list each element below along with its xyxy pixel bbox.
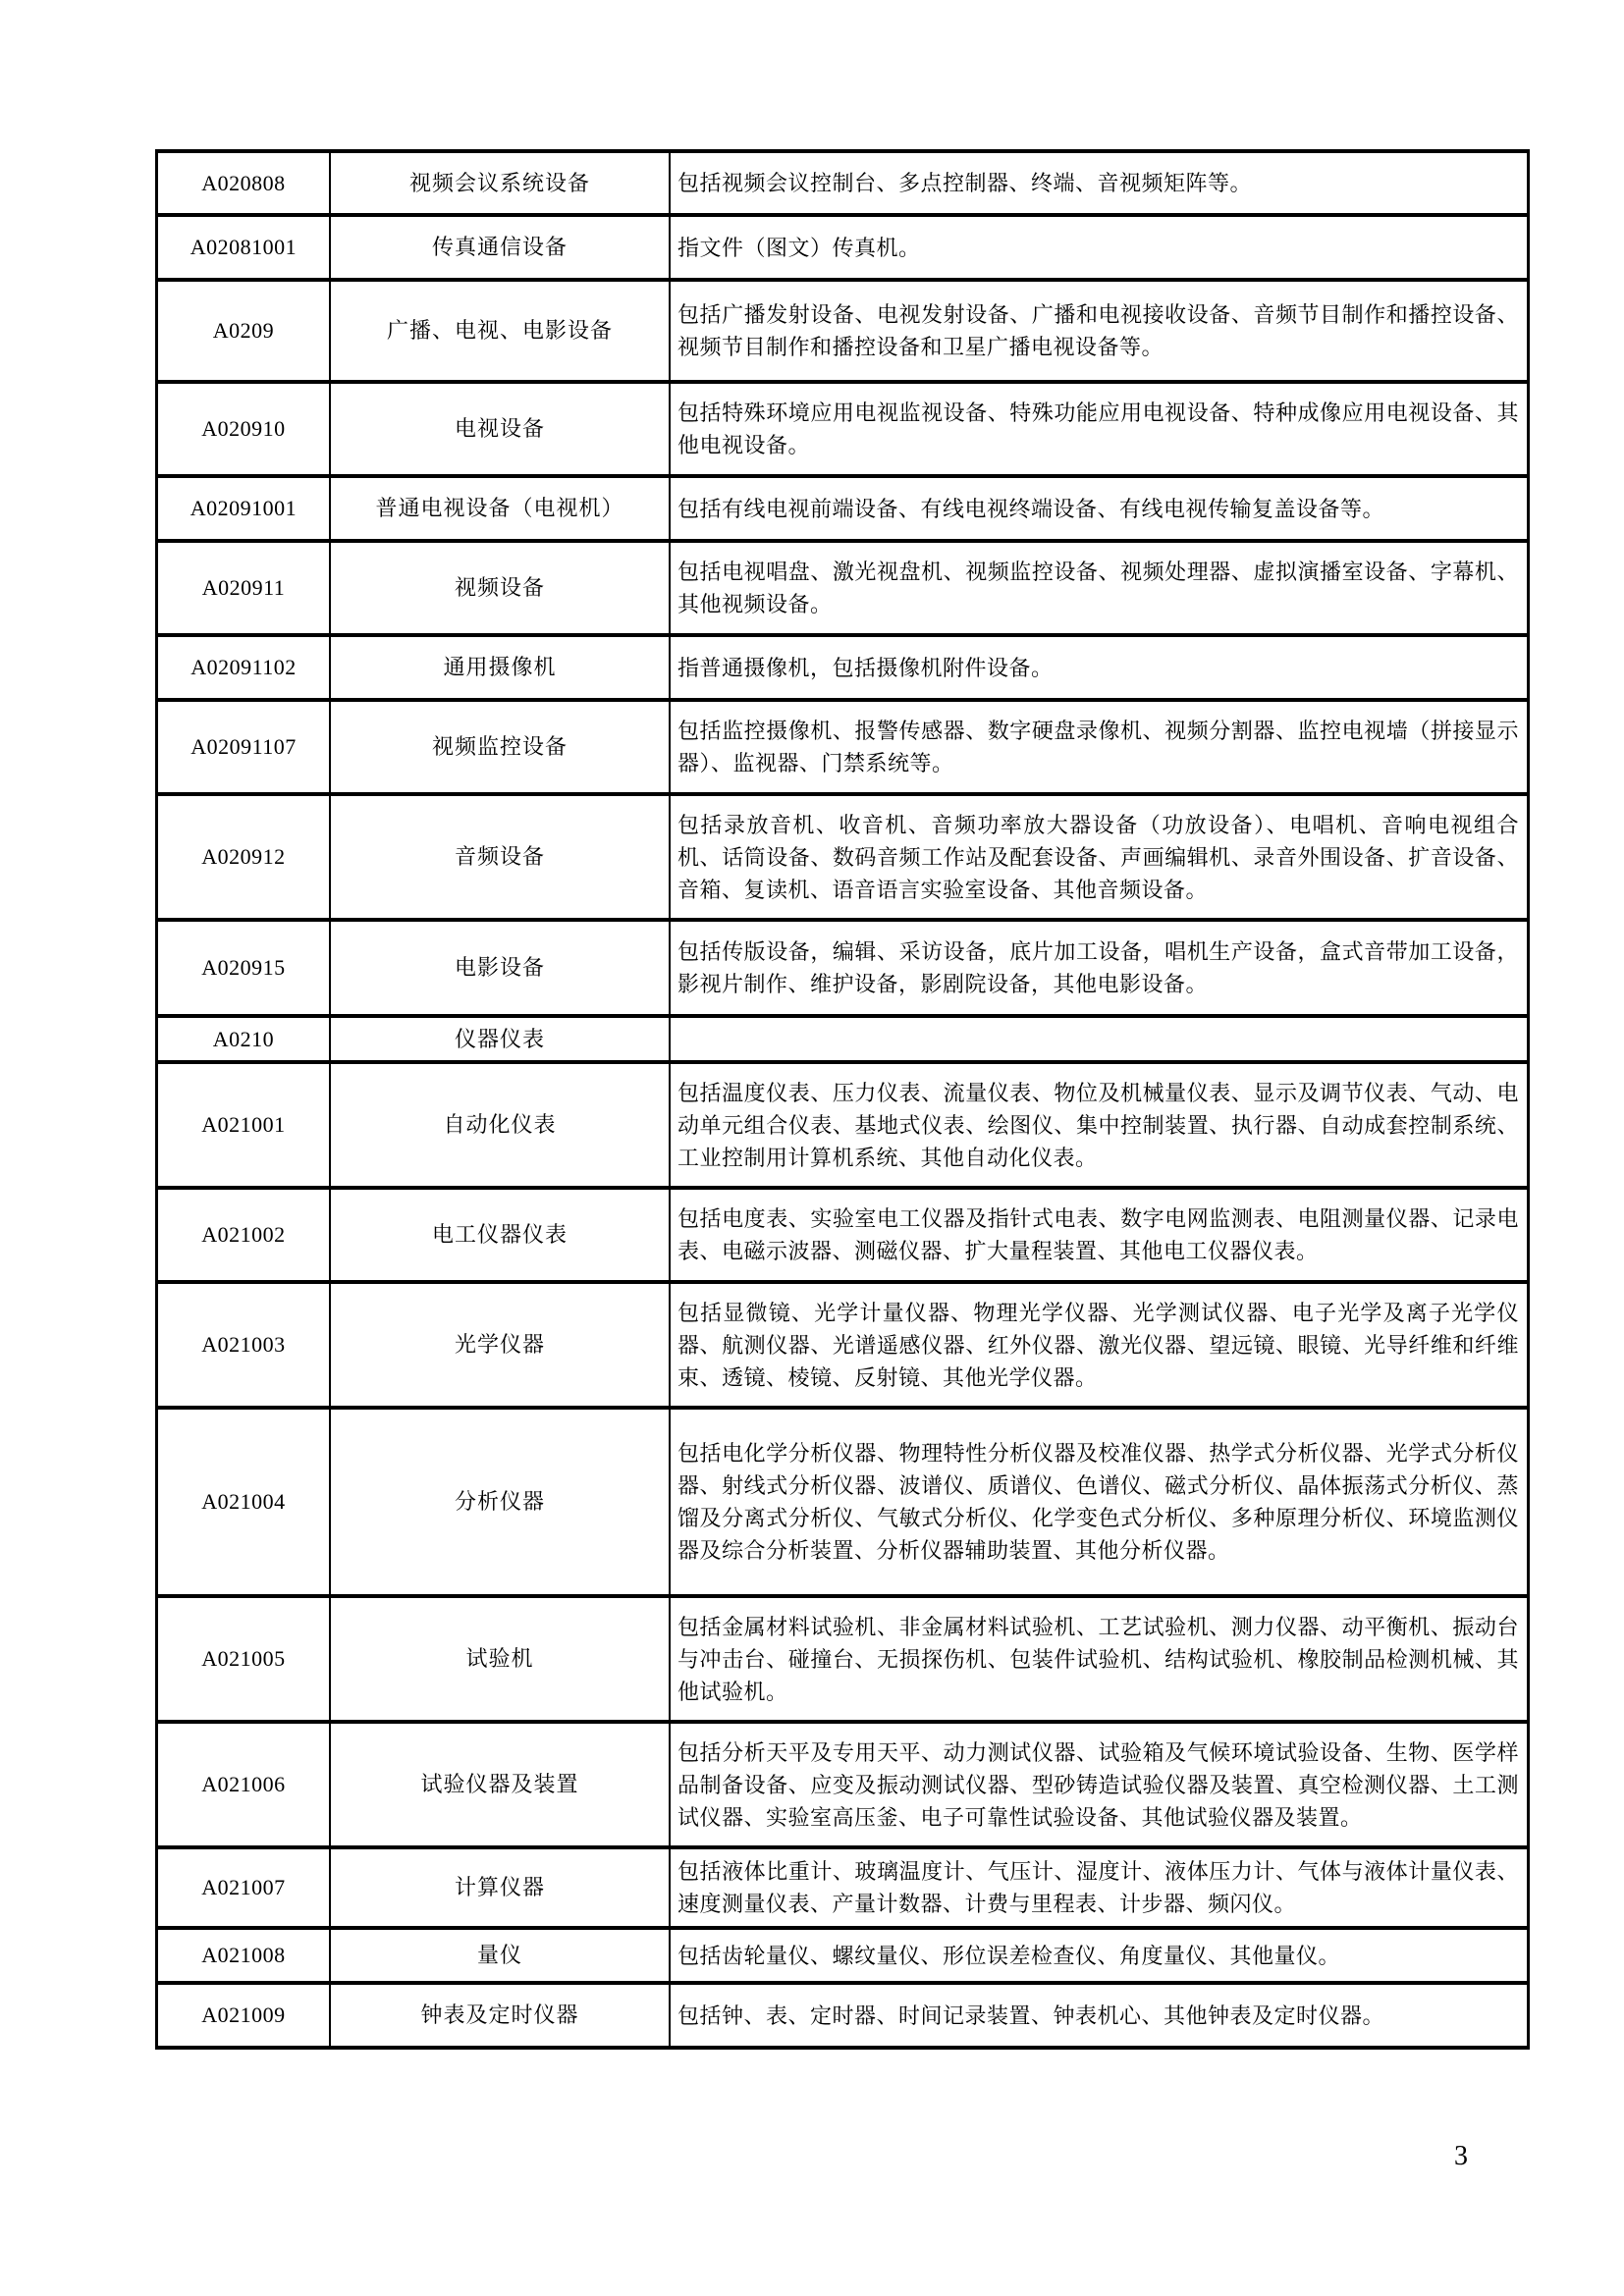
row-name: 试验机: [330, 1596, 670, 1722]
row-code: A02081001: [157, 215, 331, 280]
row-name: 传真通信设备: [330, 215, 670, 280]
row-name: 通用摄像机: [330, 635, 670, 700]
row-description: 包括电视唱盘、激光视盘机、视频监控设备、视频处理器、虚拟演播室设备、字幕机、其他视频设备。: [670, 541, 1529, 635]
row-name: 电影设备: [330, 920, 670, 1016]
table-row: [157, 635, 1529, 700]
table-row: [157, 1596, 1529, 1722]
row-description: 包括温度仪表、压力仪表、流量仪表、物位及机械量仪表、显示及调节仪表、气动、电动单元组合仪表、基地式仪表、绘图仪、集中控制装置、执行器、自动成套控制系统、工业控制用计算机系统、其他自动化仪表。: [670, 1062, 1529, 1188]
row-description: 包括齿轮量仪、螺纹量仪、形位误差检查仪、角度量仪、其他量仪。: [670, 1928, 1529, 1983]
row-name: 光学仪器: [330, 1282, 670, 1408]
row-code: A021005: [157, 1596, 331, 1722]
table-row: [157, 1282, 1529, 1408]
table-row: [157, 700, 1529, 794]
row-code: A020912: [157, 794, 331, 920]
row-name: 试验仪器及装置: [330, 1722, 670, 1847]
row-description: 包括视频会议控制台、多点控制器、终端、音视频矩阵等。: [670, 151, 1529, 215]
row-description: 包括特殊环境应用电视监视设备、特殊功能应用电视设备、特种成像应用电视设备、其他电视设备。: [670, 382, 1529, 476]
row-code: A020915: [157, 920, 331, 1016]
row-code: A020808: [157, 151, 331, 215]
row-description: 包括显微镜、光学计量仪器、物理光学仪器、光学测试仪器、电子光学及离子光学仪器、航测仪器、光谱遥感仪器、红外仪器、激光仪器、望远镜、眼镜、光导纤维和纤维束、透镜、棱镜、反射镜、其他光学仪器。: [670, 1282, 1529, 1408]
table-row: [157, 920, 1529, 1016]
table-row: [157, 476, 1529, 541]
row-code: A02091001: [157, 476, 331, 541]
table-row: [157, 215, 1529, 280]
row-name: 视频会议系统设备: [330, 151, 670, 215]
row-description: 包括广播发射设备、电视发射设备、广播和电视接收设备、音频节目制作和播控设备、视频节目制作和播控设备和卫星广播电视设备等。: [670, 280, 1529, 382]
table-row: [157, 280, 1529, 382]
row-name: 量仪: [330, 1928, 670, 1983]
row-description: 包括录放音机、收音机、音频功率放大器设备（功放设备）、电唱机、音响电视组合机、话筒设备、数码音频工作站及配套设备、声画编辑机、录音外围设备、扩音设备、音箱、复读机、语音语言实验室设备、其他音频设备。: [670, 794, 1529, 920]
row-description: 包括液体比重计、玻璃温度计、气压计、湿度计、液体压力计、气体与液体计量仪表、速度测量仪表、产量计数器、计费与里程表、计步器、频闪仪。: [670, 1847, 1529, 1928]
table-row: [157, 1016, 1529, 1062]
row-name: 电工仪器仪表: [330, 1188, 670, 1282]
table-row: [157, 1722, 1529, 1847]
row-description: 包括电度表、实验室电工仪器及指针式电表、数字电网监测表、电阻测量仪器、记录电表、电磁示波器、测磁仪器、扩大量程装置、其他电工仪器仪表。: [670, 1188, 1529, 1282]
table-row: [157, 1188, 1529, 1282]
table-row: [157, 1062, 1529, 1188]
row-description: 指普通摄像机，包括摄像机附件设备。: [670, 635, 1529, 700]
row-description: 包括有线电视前端设备、有线电视终端设备、有线电视传输复盖设备等。: [670, 476, 1529, 541]
table-row: [157, 1928, 1529, 1983]
row-code: A021003: [157, 1282, 331, 1408]
row-name: 视频设备: [330, 541, 670, 635]
row-name: 仪器仪表: [330, 1016, 670, 1062]
row-description: 包括监控摄像机、报警传感器、数字硬盘录像机、视频分割器、监控电视墙（拼接显示器）、监视器、门禁系统等。: [670, 700, 1529, 794]
row-name: 自动化仪表: [330, 1062, 670, 1188]
row-name: 计算仪器: [330, 1847, 670, 1928]
row-description: 指文件（图文）传真机。: [670, 215, 1529, 280]
row-code: A020910: [157, 382, 331, 476]
row-code: A021004: [157, 1408, 331, 1596]
table-row: [157, 794, 1529, 920]
page-number: 3: [1454, 2141, 1468, 2171]
row-code: A0210: [157, 1016, 331, 1062]
row-description: 包括分析天平及专用天平、动力测试仪器、试验箱及气候环境试验设备、生物、医学样品制备设备、应变及振动测试仪器、型砂铸造试验仪器及装置、真空检测仪器、土工测试仪器、实验室高压釜、电子可靠性试验设备、其他试验仪器及装置。: [670, 1722, 1529, 1847]
table-row: [157, 151, 1529, 215]
row-code: A021002: [157, 1188, 331, 1282]
table-row: [157, 1847, 1529, 1928]
table-row: [157, 541, 1529, 635]
classification-table: [155, 149, 1530, 2050]
row-code: A020911: [157, 541, 331, 635]
row-code: A021006: [157, 1722, 331, 1847]
row-name: 视频监控设备: [330, 700, 670, 794]
table-row: [157, 382, 1529, 476]
row-description: 包括电化学分析仪器、物理特性分析仪器及校准仪器、热学式分析仪器、光学式分析仪器、射线式分析仪器、波谱仪、质谱仪、色谱仪、磁式分析仪、晶体振荡式分析仪、蒸馏及分离式分析仪、气敏式分析仪、化学变色式分析仪、多种原理分析仪、环境监测仪器及综合分析装置、分析仪器辅助装置、其他分析仪器。: [670, 1408, 1529, 1596]
row-description: 包括传版设备，编辑、采访设备，底片加工设备，唱机生产设备，盒式音带加工设备，影视片制作、维护设备，影剧院设备，其他电影设备。: [670, 920, 1529, 1016]
row-code: A02091107: [157, 700, 331, 794]
row-name: 广播、电视、电影设备: [330, 280, 670, 382]
row-description: [670, 1016, 1529, 1062]
row-description: 包括金属材料试验机、非金属材料试验机、工艺试验机、测力仪器、动平衡机、振动台与冲击台、碰撞台、无损探伤机、包装件试验机、结构试验机、橡胶制品检测机械、其他试验机。: [670, 1596, 1529, 1722]
row-code: A02091102: [157, 635, 331, 700]
row-code: A021001: [157, 1062, 331, 1188]
row-name: 音频设备: [330, 794, 670, 920]
row-name: 钟表及定时仪器: [330, 1983, 670, 2048]
row-code: A021007: [157, 1847, 331, 1928]
row-code: A021008: [157, 1928, 331, 1983]
row-code: A0209: [157, 280, 331, 382]
row-code: A021009: [157, 1983, 331, 2048]
table-row: [157, 1408, 1529, 1596]
row-name: 电视设备: [330, 382, 670, 476]
classification-table-body: [157, 151, 1529, 2048]
row-name: 分析仪器: [330, 1408, 670, 1596]
table-row: [157, 1983, 1529, 2048]
row-name: 普通电视设备（电视机）: [330, 476, 670, 541]
row-description: 包括钟、表、定时器、时间记录装置、钟表机心、其他钟表及定时仪器。: [670, 1983, 1529, 2048]
